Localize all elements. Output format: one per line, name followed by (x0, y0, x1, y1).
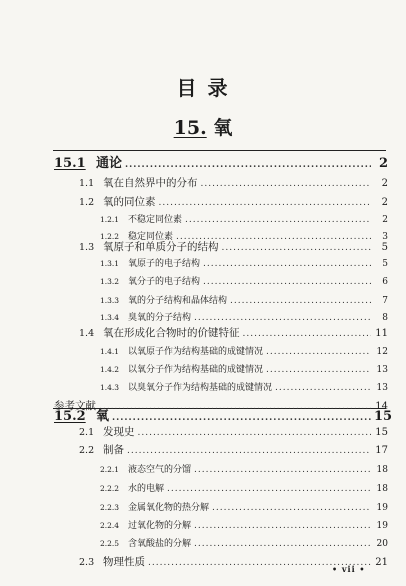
toc-entry-number: 2.2.5 (100, 539, 120, 548)
toc-entry (0, 518, 406, 535)
toc-entry-page: 17 (375, 445, 388, 456)
toc-entry-number: 2.3 (79, 557, 95, 568)
toc-entry-label: 参考文献 (54, 400, 96, 412)
toc-entry-page: 8 (382, 313, 388, 323)
toc-entry-label: 以氧原子作为结构基础的成键情况 (128, 347, 264, 357)
toc-entry-page: 2 (382, 215, 388, 225)
toc-entry-number: 1.2.2 (100, 232, 120, 241)
toc-entry-label: 通论 (96, 156, 123, 171)
toc-entry-label: 以氧分子作为结构基础的成键情况 (128, 365, 264, 375)
toc-entry-page: 13 (376, 365, 388, 375)
toc-entry-label: 不稳定同位素 (128, 215, 183, 225)
toc-entry-page: 19 (376, 521, 388, 531)
dot-leader (230, 296, 371, 306)
toc-entry-label: 液态空气的分馏 (128, 465, 192, 475)
toc-entry (0, 325, 406, 342)
toc-entry (0, 293, 406, 310)
dot-leader (159, 198, 372, 208)
toc-entry-label: 物理性质 (103, 556, 145, 568)
toc-entry-number: 1.4.3 (100, 383, 120, 392)
toc-entry-number: 2.2.2 (100, 484, 120, 493)
toc-entry-page: 2 (381, 178, 388, 189)
toc-entry-number: 2.2.1 (100, 465, 120, 474)
toc-entry (0, 239, 406, 256)
toc-entry-number: 2.1 (79, 427, 95, 438)
toc-entry-label: 氧的分子结构和晶体结构 (128, 296, 228, 306)
toc-entry-number: 2.2 (79, 445, 95, 456)
dot-leader (266, 347, 371, 357)
dot-leader (194, 521, 371, 531)
dot-leader (194, 313, 371, 323)
toc-entry (0, 405, 406, 422)
toc-entry-label: 含氧酸盐的分解 (128, 539, 192, 549)
dot-leader (201, 179, 372, 189)
toc-entry (0, 194, 406, 211)
toc-entry-label: 水的电解 (128, 484, 165, 494)
toc-entry-page: 12 (376, 347, 388, 357)
toc-entry-label: 氧分子的电子结构 (128, 277, 201, 287)
toc-entry-number: 1.4.1 (100, 347, 120, 356)
toc-entry-page: 11 (375, 328, 388, 339)
toc-entry-label: 氧原子的电子结构 (128, 259, 201, 269)
toc-entry-label: 以臭氧分子作为结构基础的成键情况 (128, 383, 273, 393)
toc-entry-page: 2 (381, 197, 388, 208)
toc-entry-number: 1.3.4 (100, 313, 120, 322)
toc-title: 目 录 (176, 76, 230, 100)
dot-leader (167, 484, 371, 494)
toc-entry-label: 氧原子和单质分子的结构 (103, 241, 219, 253)
toc-entry-number: 15.1 (54, 156, 86, 171)
chapter-title: 氧 (213, 117, 233, 139)
toc-entry (0, 380, 406, 397)
dot-leader (266, 365, 371, 375)
toc-entry (0, 274, 406, 291)
toc-entry-number: 1.2.1 (100, 215, 120, 224)
chapter-heading (0, 113, 406, 140)
toc-entry (0, 500, 406, 517)
toc-entry-number: 1.3.2 (100, 277, 120, 286)
toc-entry-page: 18 (376, 484, 388, 494)
toc-entry (0, 536, 406, 553)
toc-entry-number: 1.2 (79, 197, 95, 208)
toc-entry-label: 过氧化物的分解 (128, 521, 192, 531)
dot-leader (112, 413, 371, 423)
toc-entry-label: 氧在形成化合物时的价键特征 (103, 327, 240, 339)
toc-entry (0, 481, 406, 498)
toc-entry-label: 制备 (103, 444, 124, 456)
dot-leader (194, 539, 371, 549)
toc-entry-page: 6 (382, 277, 388, 287)
dot-leader (194, 465, 371, 475)
dot-leader (222, 243, 372, 253)
dot-leader (185, 215, 371, 225)
toc-entry-page: 21 (375, 557, 388, 568)
toc-entry-label: 稳定同位素 (128, 232, 174, 242)
dot-leader (275, 383, 371, 393)
toc-entry-number: 2.2.3 (100, 503, 120, 512)
toc-entry-page: 7 (382, 296, 388, 306)
toc-entry (0, 362, 406, 379)
toc-entry-label: 发现史 (103, 426, 135, 438)
toc-entry-number: 15.2 (54, 409, 86, 424)
toc-entry-page: 14 (375, 401, 388, 412)
toc-entry (0, 462, 406, 479)
toc-entry-number: 1.3.1 (100, 259, 120, 268)
toc-entry (0, 424, 406, 441)
toc-entry-page: 2 (378, 156, 388, 171)
dot-leader (203, 259, 371, 269)
toc-entry-page: 5 (381, 242, 388, 253)
toc-entry-number: 1.4 (79, 328, 95, 339)
toc-entry-page: 20 (376, 539, 388, 549)
toc-entry-number: 1.1 (79, 178, 95, 189)
dot-leader (125, 160, 371, 170)
toc-entry-number: 2.2.4 (100, 521, 120, 530)
toc-entry (0, 212, 406, 229)
toc-entry-label: 金属氧化物的热分解 (128, 503, 210, 513)
dot-leader (212, 503, 371, 513)
toc-entry (0, 344, 406, 361)
toc-entry-page: 19 (376, 503, 388, 513)
toc-entry-page: 3 (382, 232, 388, 242)
toc-entry-page: 13 (376, 383, 388, 393)
toc-entry-page: 15 (374, 409, 393, 424)
dot-leader (203, 277, 371, 287)
dot-leader (127, 446, 371, 456)
dot-leader (243, 329, 372, 339)
toc-entry-number: 1.3 (79, 242, 95, 253)
toc-entry-label: 氧 (96, 409, 110, 424)
toc-entry-page: 15 (375, 427, 388, 438)
toc-entry (0, 175, 406, 192)
toc-entry-number: 1.4.2 (100, 365, 120, 374)
toc-entry-page: 18 (376, 465, 388, 475)
toc-entry-label: 氧在自然界中的分布 (103, 177, 198, 189)
toc-entry (0, 256, 406, 273)
toc-entry-number: 1.3.3 (100, 296, 120, 305)
toc-entry-label: 氧的同位素 (103, 196, 156, 208)
toc-entry (0, 442, 406, 459)
section-rule (53, 150, 386, 151)
chapter-number: 15. (173, 117, 207, 139)
dot-leader (138, 428, 372, 438)
toc-entry (0, 152, 406, 169)
page-footer: • vii • (332, 564, 366, 574)
toc-entry-label: 臭氧的分子结构 (128, 313, 192, 323)
toc-entry-page: 5 (382, 259, 388, 269)
